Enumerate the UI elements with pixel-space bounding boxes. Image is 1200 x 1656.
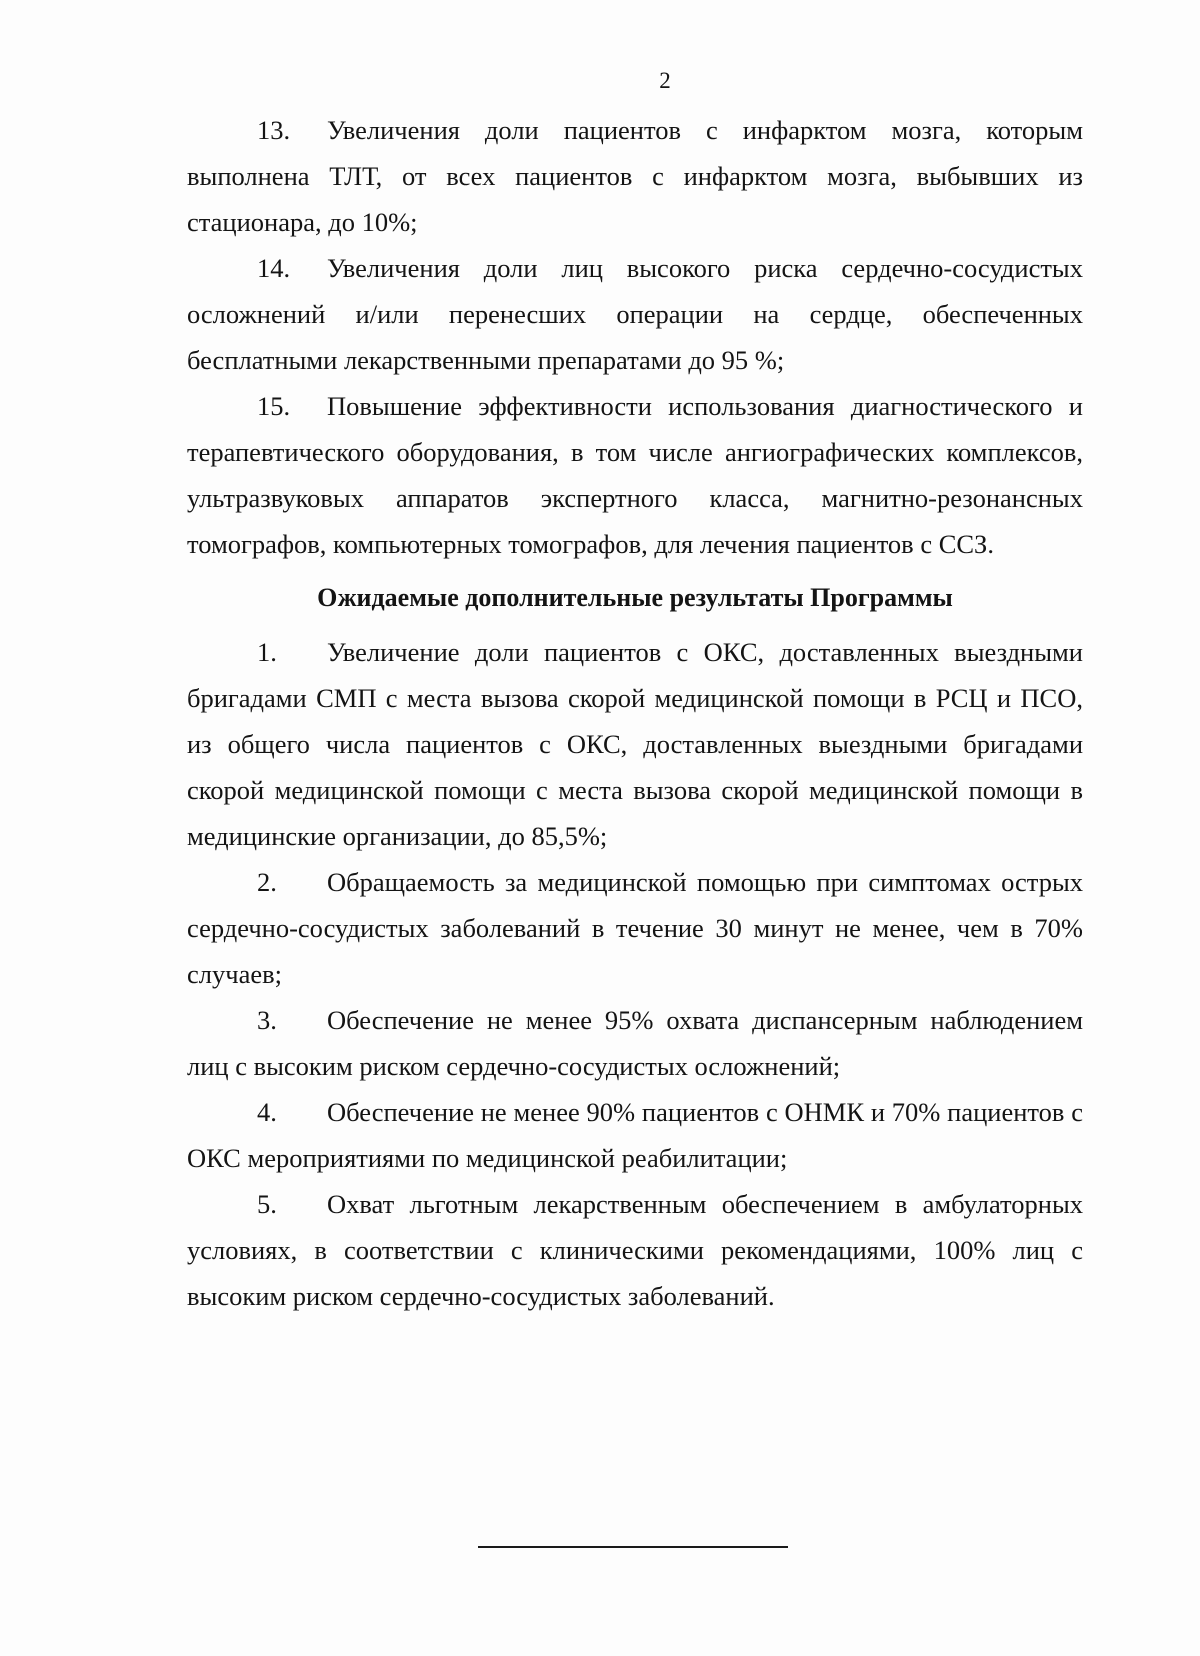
list-item-text: Охват льготным лекарственным обеспечением в амбулаторных условиях, в соответствии с клиническими рекомендациями, 100% лиц с высоким риском сердечно-сосудистых заболеваний. bbox=[187, 1189, 1083, 1311]
list-item-4 bbox=[187, 1089, 1083, 1181]
list-item-number: 1. bbox=[257, 637, 277, 667]
list-item-1 bbox=[187, 629, 1083, 859]
page-number: 2 bbox=[659, 68, 671, 93]
list-item-number: 5. bbox=[257, 1189, 277, 1219]
list-item-text: Повышение эффективности использования диагностического и терапевтического оборудования, в том числе ангиографических комплексов, ультразвуковых аппаратов экспертного класса, магнитно-резонансных томографов, компьютерных томографов, для лечения пациентов с ССЗ. bbox=[187, 391, 1083, 559]
document-body bbox=[187, 107, 1083, 1319]
list-item-13 bbox=[187, 107, 1083, 245]
list-item-2 bbox=[187, 859, 1083, 997]
list-item-number: 2. bbox=[257, 867, 277, 897]
list-item-number: 13. bbox=[257, 115, 291, 145]
list-item-5 bbox=[187, 1181, 1083, 1319]
list-item-3 bbox=[187, 997, 1083, 1089]
list-item-number: 3. bbox=[257, 1005, 277, 1035]
list-item-number: 15. bbox=[257, 391, 291, 421]
list-item-number: 14. bbox=[257, 253, 291, 283]
list-item-text: Обращаемость за медицинской помощью при симптомах острых сердечно-сосудистых заболеваний в течение 30 минут не менее, чем в 70% случаев; bbox=[187, 867, 1083, 989]
list-item-text: Увеличения доли лиц высокого риска сердечно-сосудистых осложнений и/или перенесших операции на сердце, обеспеченных бесплатными лекарственными препаратами до 95 %; bbox=[187, 253, 1083, 375]
list-item-text: Увеличения доли пациентов с инфарктом мозга, которым выполнена ТЛТ, от всех пациентов с инфарктом мозга, выбывших из стационара, до 10%; bbox=[187, 115, 1083, 237]
section-heading: Ожидаемые дополнительные результаты Программы bbox=[317, 583, 953, 612]
list-item-text: Обеспечение не менее 95% охвата диспансерным наблюдением лиц с высоким риском сердечно-сосудистых осложнений; bbox=[187, 1005, 1083, 1081]
list-item-text: Увеличение доли пациентов с ОКС, доставленных выездными бригадами СМП с места вызова скорой медицинской помощи в РСЦ и ПСО, из общего числа пациентов с ОКС, доставленных выездными бригадами скорой медицинской помощи с места вызова скорой медицинской помощи в медицинские организации, до 85,5%; bbox=[187, 637, 1083, 851]
list-item-14 bbox=[187, 245, 1083, 383]
footer-divider bbox=[478, 1546, 788, 1548]
list-item-15 bbox=[187, 383, 1083, 567]
list-item-text: Обеспечение не менее 90% пациентов с ОНМК и 70% пациентов с ОКС мероприятиями по медицинской реабилитации; bbox=[187, 1097, 1083, 1173]
list-item-number: 4. bbox=[257, 1097, 277, 1127]
